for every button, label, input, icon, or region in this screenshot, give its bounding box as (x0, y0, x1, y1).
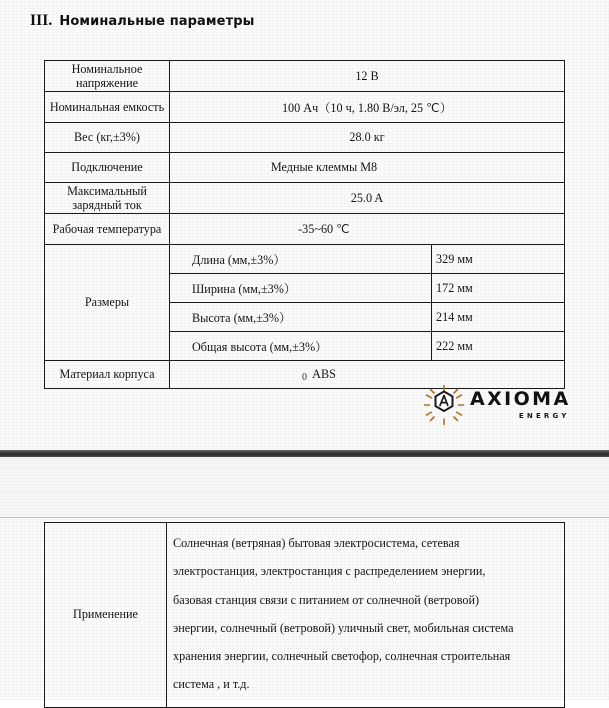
application-line-4: энергии, солнечный (ветровой) уличный свет, мобильная система (173, 620, 514, 635)
spec-label-connection: Подключение (45, 153, 170, 183)
specifications-table (44, 60, 565, 389)
dimension-name-total-height: Общая высота (мм,±3%） (170, 332, 432, 361)
page-gap (0, 457, 609, 518)
application-table (44, 522, 565, 708)
dimension-name-length: Длина (мм,±3%） (170, 245, 432, 274)
application-line-6: система , и т.д. (173, 677, 250, 692)
page-title (30, 12, 254, 30)
spec-label-case-material: Материал корпуса (45, 361, 170, 389)
spec-label-dimensions: Размеры (45, 245, 170, 361)
dimension-name-width: Ширина (мм,±3%） (170, 274, 432, 303)
application-line-2: электростанция, электростанция с распределением энергии, (173, 564, 486, 579)
dimension-value-width: 172 мм (432, 274, 565, 303)
dimension-name-height: Высота (мм,±3%） (170, 303, 432, 332)
application-line-5: хранения энергии, солнечный светофор, солнечная строительная (173, 649, 511, 664)
application-value (167, 523, 565, 708)
page-number: 0 (302, 372, 307, 383)
table-row (45, 61, 565, 92)
spec-value-operating-temperature (170, 214, 565, 245)
application-line-3: базовая станция связи с питанием от солнечной (ветровой) (173, 592, 480, 607)
spec-value-nominal-voltage: 12 В (170, 61, 565, 92)
spec-value-connection (170, 153, 565, 183)
table-row (45, 214, 565, 245)
dimension-value-total-height: 222 мм (432, 332, 565, 361)
spec-label-nominal-capacity: Номинальная емкость (45, 92, 170, 123)
application-label: Применение (45, 523, 167, 708)
axioma-energy-logo (422, 383, 572, 427)
spec-value-connection-text: Медные клеммы M8 (270, 160, 378, 174)
table-row (45, 245, 565, 274)
logo-wordmark (470, 390, 571, 420)
spec-value-nominal-capacity: 100 Ач（10 ч, 1.80 В/эл, 25 ℃） (170, 92, 565, 123)
table-row (45, 523, 565, 708)
axioma-sun-hexagon-icon (422, 383, 466, 427)
spec-label-max-charge-current: Максимальный зарядный ток (45, 183, 170, 214)
logo-sub-text: ENERGY (518, 412, 570, 420)
table-row (45, 183, 565, 214)
dimension-value-height: 214 мм (432, 303, 565, 332)
spec-value-case-material-text: ABS (312, 367, 336, 381)
spec-label-nominal-voltage: Номинальное напряжение (45, 61, 170, 92)
logo-brand-text: AXIOMA (470, 388, 571, 410)
dimension-value-length: 329 мм (432, 245, 565, 274)
spec-label-weight: Вес (кг,±3%) (45, 123, 170, 153)
table-row (45, 92, 565, 123)
spec-value-operating-temperature-text: -35~60 ℃ (298, 221, 350, 236)
table-row (45, 123, 565, 153)
spec-label-operating-temperature: Рабочая температура (45, 214, 170, 245)
page-separator-band (0, 450, 609, 457)
spec-value-max-charge-current: 25.0 A (170, 183, 565, 214)
section-title-text: Номинальные параметры (59, 14, 255, 29)
table-row (45, 153, 565, 183)
spec-value-weight: 28.0 кг (170, 123, 565, 153)
application-line-1: Солнечная (ветряная) бытовая электросистема, сетевая (173, 536, 460, 550)
section-numeral: III. (30, 12, 53, 29)
